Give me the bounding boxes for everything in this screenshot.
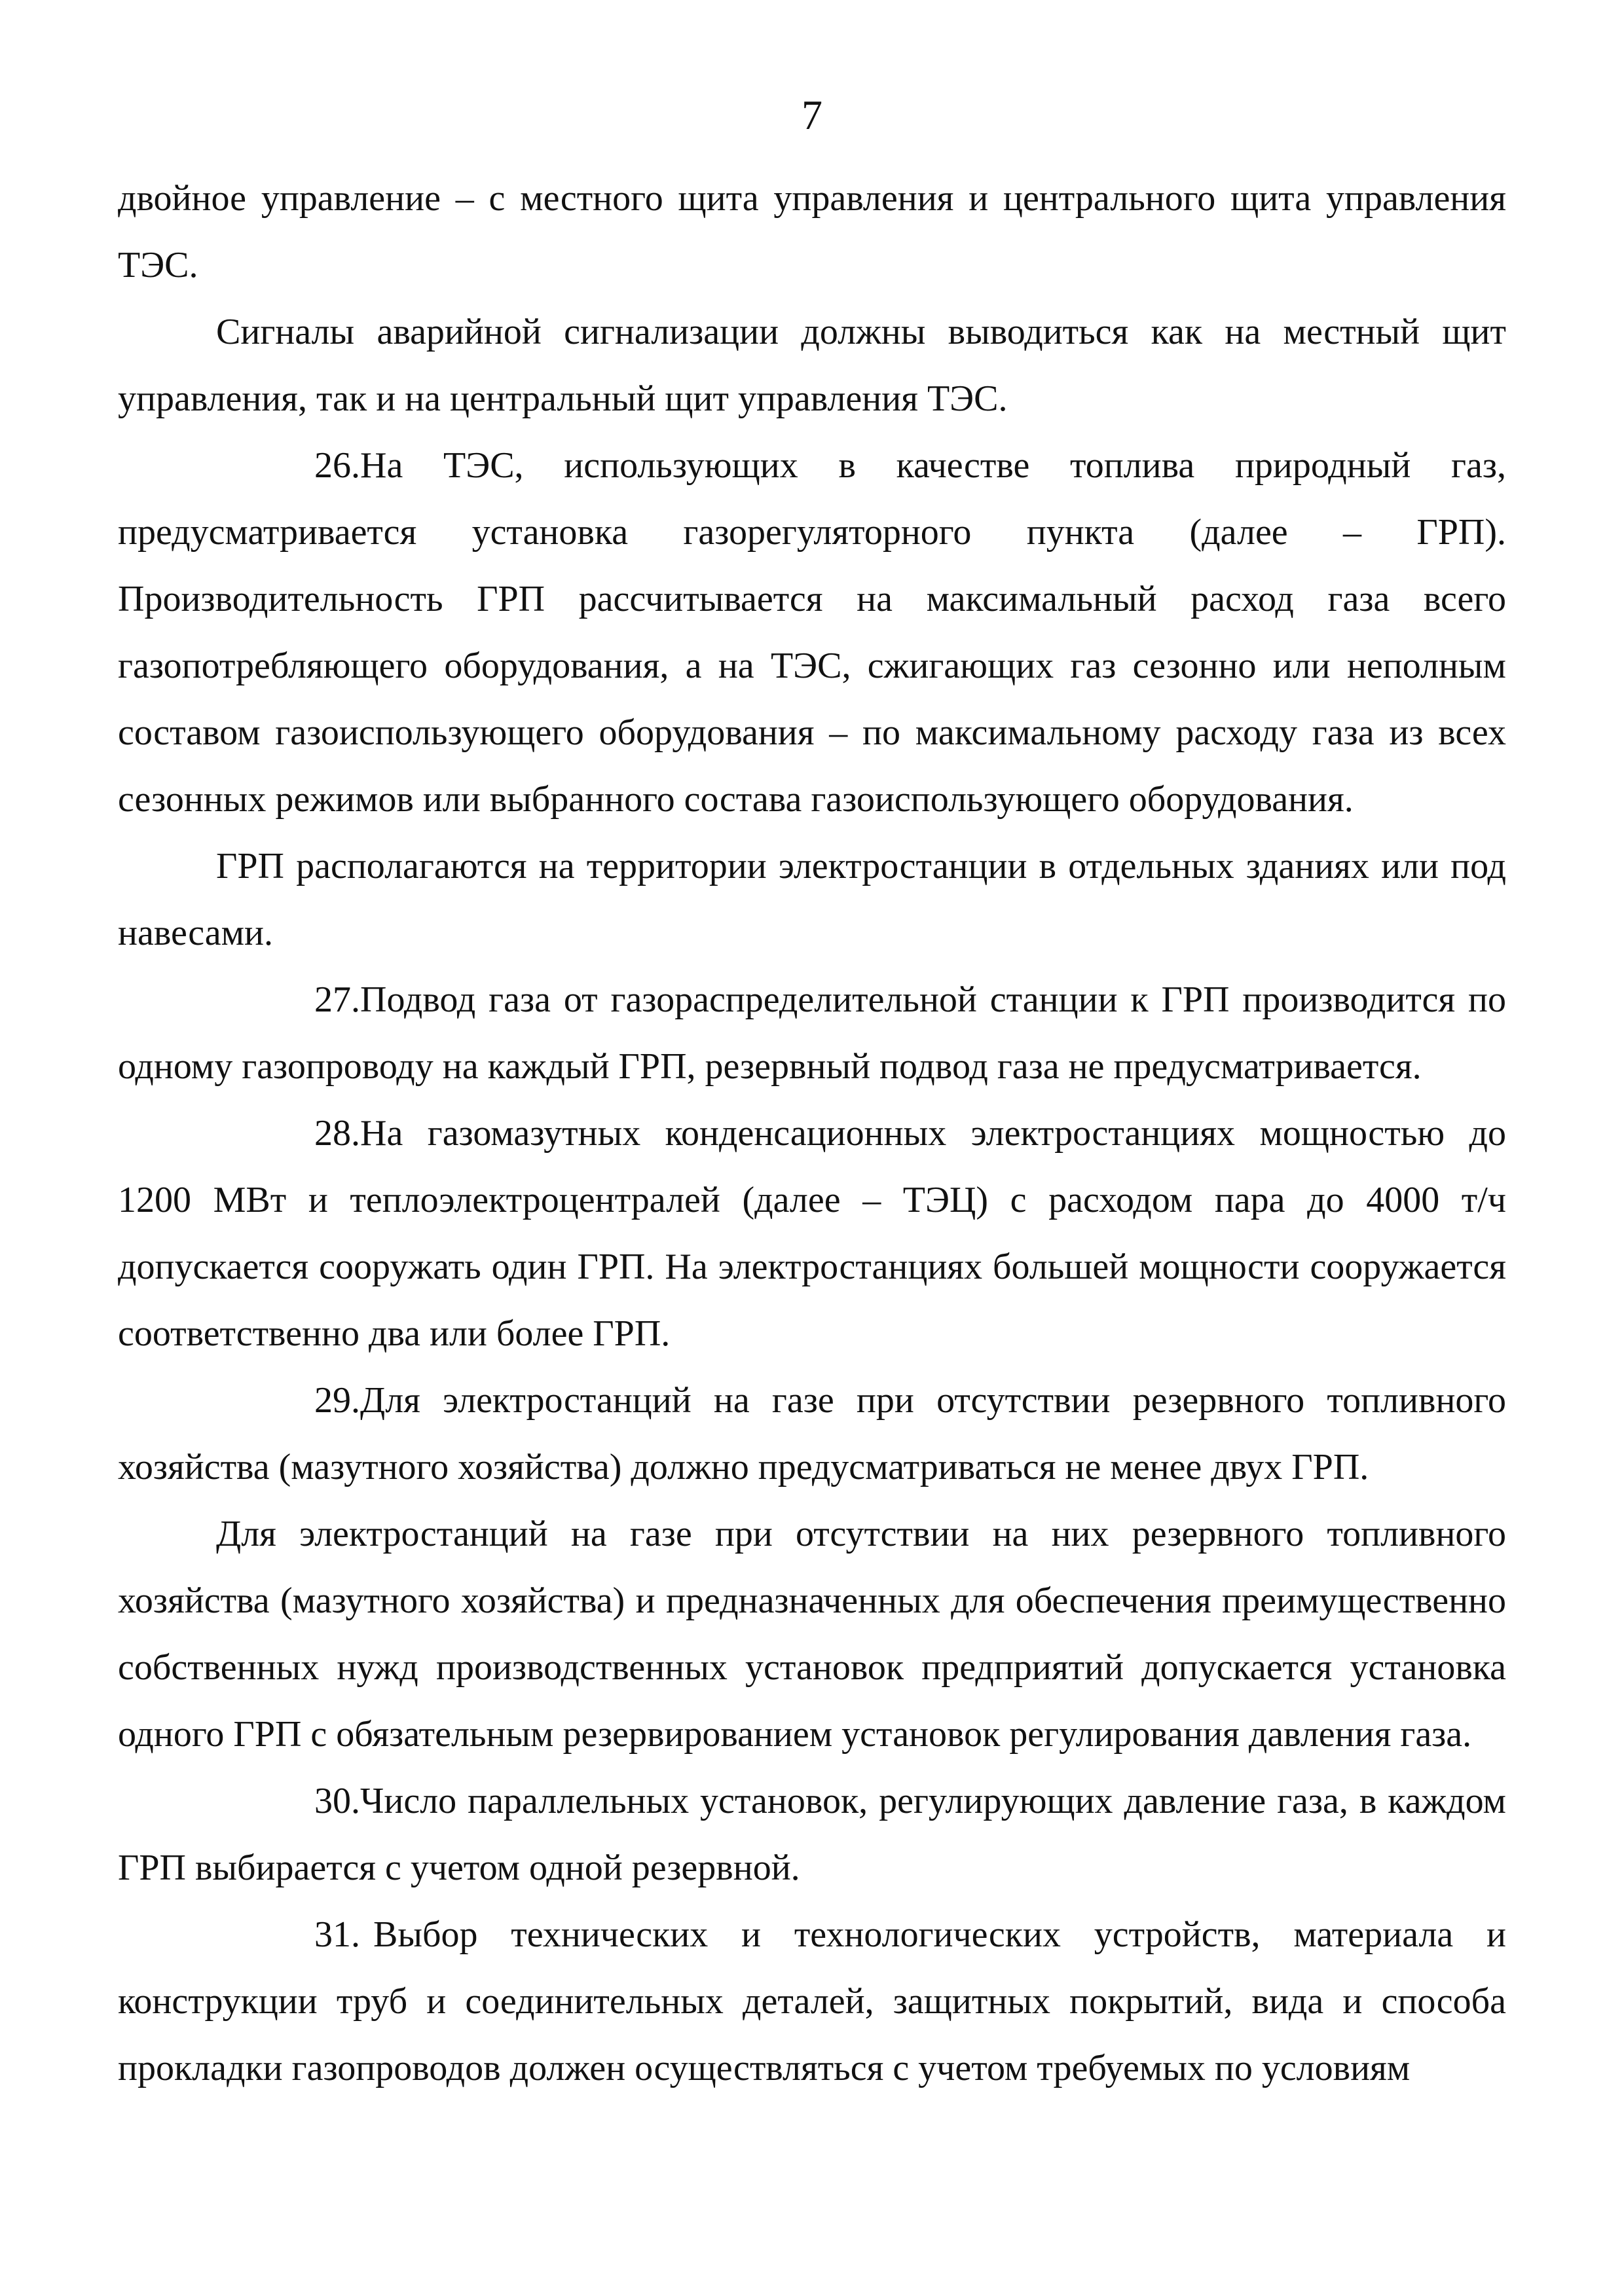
paragraph xyxy=(118,299,1506,432)
page-number: 7 xyxy=(802,92,822,138)
paragraph xyxy=(118,1501,1506,1768)
clause-number: 29. xyxy=(314,1380,360,1421)
clause-text: На газомазутных конденсационных электростанциях мощностью до 1200 МВт и теплоэлектроцентралей (далее – ТЭЦ) с расходом пара до 4000 т/ч допускается сооружать один ГРП. На электростанциях большей мощности сооружается соответственно два или более ГРП. xyxy=(118,1113,1506,1354)
clause-text: На ТЭС, использующих в качестве топлива природный газ, предусматривается установка газорегуляторного пункта (далее – ГРП). Производительность ГРП рассчитывается на максимальный расход газа всего газопотребляющего оборудования, а на ТЭС, сжигающих газ сезонно или неполным составом газоиспользующего оборудования – по максимальному расходу газа из всех сезонных режимов или выбранного состава газоиспользующего оборудования. xyxy=(118,445,1506,820)
clause-number: 28. xyxy=(314,1113,360,1154)
paragraph-text: двойное управление – с местного щита управления и центрального щита управления ТЭС. xyxy=(118,178,1506,285)
clause-number: 31. xyxy=(314,1914,360,1955)
clause-number: 26. xyxy=(314,445,360,486)
clause-number: 27. xyxy=(314,979,360,1020)
clause-text: Число параллельных установок, регулирующих давление газа, в каждом ГРП выбирается с учетом одной резервной. xyxy=(118,1781,1506,1888)
paragraph-text: Для электростанций на газе при отсутствии на них резервного топливного хозяйства (мазутного хозяйства) и предназначенных для обеспечения преимущественно собственных нужд производственных установок предприятий допускается установка одного ГРП с обязательным резервированием установок регулирования давления газа. xyxy=(118,1514,1506,1755)
clause-text: Подвод газа от газораспределительной станции к ГРП производится по одному газопроводу на каждый ГРП, резервный подвод газа не предусматривается. xyxy=(118,979,1506,1087)
clause-text: Для электростанций на газе при отсутствии резервного топливного хозяйства (мазутного хозяйства) должно предусматриваться не менее двух ГРП. xyxy=(118,1380,1506,1487)
clause-31 xyxy=(118,1901,1506,2102)
paragraph xyxy=(118,833,1506,966)
clause-number: 30. xyxy=(314,1781,360,1821)
document-body xyxy=(118,165,1506,2102)
clause-30 xyxy=(118,1768,1506,1901)
clause-28 xyxy=(118,1100,1506,1367)
paragraph-text: ГРП располагаются на территории электростанции в отдельных зданиях или под навесами. xyxy=(118,846,1506,953)
clause-27 xyxy=(118,966,1506,1100)
clause-text: Выбор технических и технологических устройств, материала и конструкции труб и соединительных деталей, защитных покрытий, вида и способа прокладки газопроводов должен осуществляться с учетом требуемых по условиям xyxy=(118,1914,1506,2088)
paragraph-continuation xyxy=(118,165,1506,299)
paragraph-text: Сигналы аварийной сигнализации должны выводиться как на местный щит управления, так и на центральный щит управления ТЭС. xyxy=(118,312,1506,419)
clause-29 xyxy=(118,1367,1506,1501)
clause-26 xyxy=(118,432,1506,833)
